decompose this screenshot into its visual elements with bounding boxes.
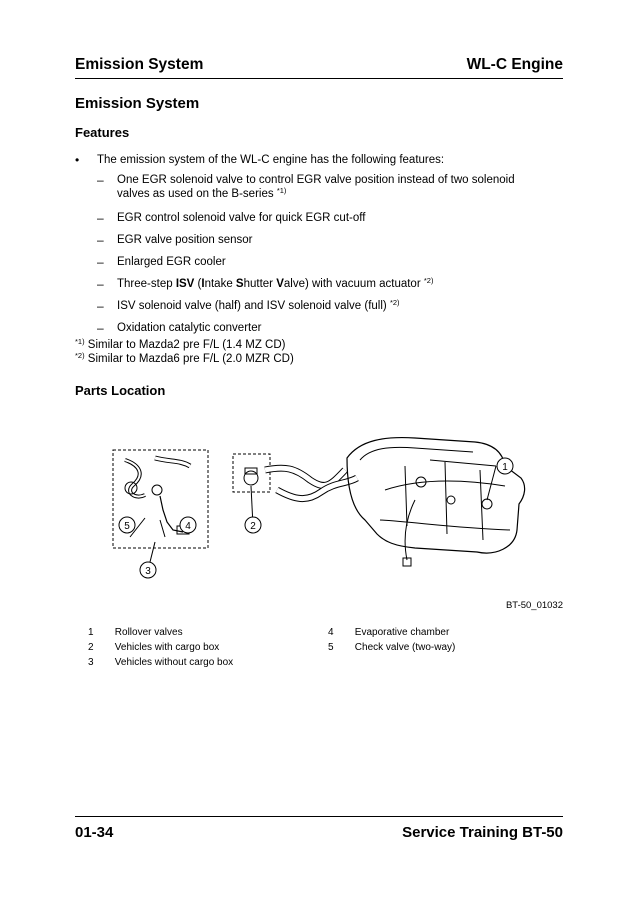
dash-icon: –	[97, 255, 104, 269]
feature-item: EGR control solenoid valve for quick EGR cut-off	[117, 212, 366, 224]
svg-text:1: 1	[502, 462, 508, 473]
legend-item: 5 Check valve (two-way)	[328, 642, 456, 653]
feature-item: Three-step ISV (Intake Shutter Valve) with vacuum actuator $^{*2)}$	[117, 276, 434, 290]
page-number: 01-34	[75, 824, 114, 841]
footnote: $^{*2)}$ Similar to Mazda6 pre F/L (2.0 MZR CD)	[75, 351, 294, 365]
parts-location-diagram	[85, 430, 555, 590]
features-heading: Features	[75, 125, 130, 140]
bullet-icon: •	[75, 153, 80, 167]
feature-item: Enlarged EGR cooler	[117, 256, 226, 268]
legend-item: 2 Vehicles with cargo box	[88, 642, 220, 653]
svg-text:5: 5	[124, 521, 130, 532]
parts-location-heading: Parts Location	[75, 383, 166, 398]
callout-1	[497, 458, 513, 474]
legend-item: 3 Vehicles without cargo box	[88, 657, 234, 668]
footer-rule	[75, 816, 563, 817]
header-left: Emission System	[75, 56, 204, 73]
feature-item: Oxidation catalytic converter	[117, 322, 262, 334]
dash-icon: –	[97, 233, 104, 247]
header-rule	[75, 78, 563, 79]
feature-item: ISV solenoid valve (half) and ISV solenoid valve (full) $^{*2)}$	[117, 298, 400, 312]
callout-2	[245, 517, 261, 533]
dash-icon: –	[97, 299, 104, 313]
feature-item: One EGR solenoid valve to control EGR valve position instead of two solenoid valves as used on the B-series $^{*1)}$	[117, 174, 515, 200]
legend-item: 1 Rollover valves	[88, 627, 183, 638]
footer-title: Service Training BT-50	[402, 824, 563, 841]
page-title: Emission System	[75, 95, 200, 112]
dash-icon: –	[97, 277, 104, 291]
svg-text:2: 2	[250, 521, 256, 532]
svg-text:3: 3	[145, 566, 151, 577]
callout-4	[180, 517, 196, 533]
callout-5	[119, 517, 135, 533]
callout-3	[140, 562, 156, 578]
figure-caption: BT-50_01032	[505, 600, 563, 611]
footnote: $^{*1)}$ Similar to Mazda2 pre F/L (1.4 MZ CD)	[75, 337, 286, 351]
legend-item: 4 Evaporative chamber	[328, 627, 450, 638]
feature-item: EGR valve position sensor	[117, 234, 253, 246]
features-intro: The emission system of the WL-C engine has the following features:	[97, 154, 445, 166]
dash-icon: –	[97, 321, 104, 335]
svg-text:4: 4	[185, 521, 191, 532]
dash-icon: –	[97, 211, 104, 225]
header-right: WL-C Engine	[466, 56, 563, 73]
dash-icon: –	[97, 173, 104, 187]
